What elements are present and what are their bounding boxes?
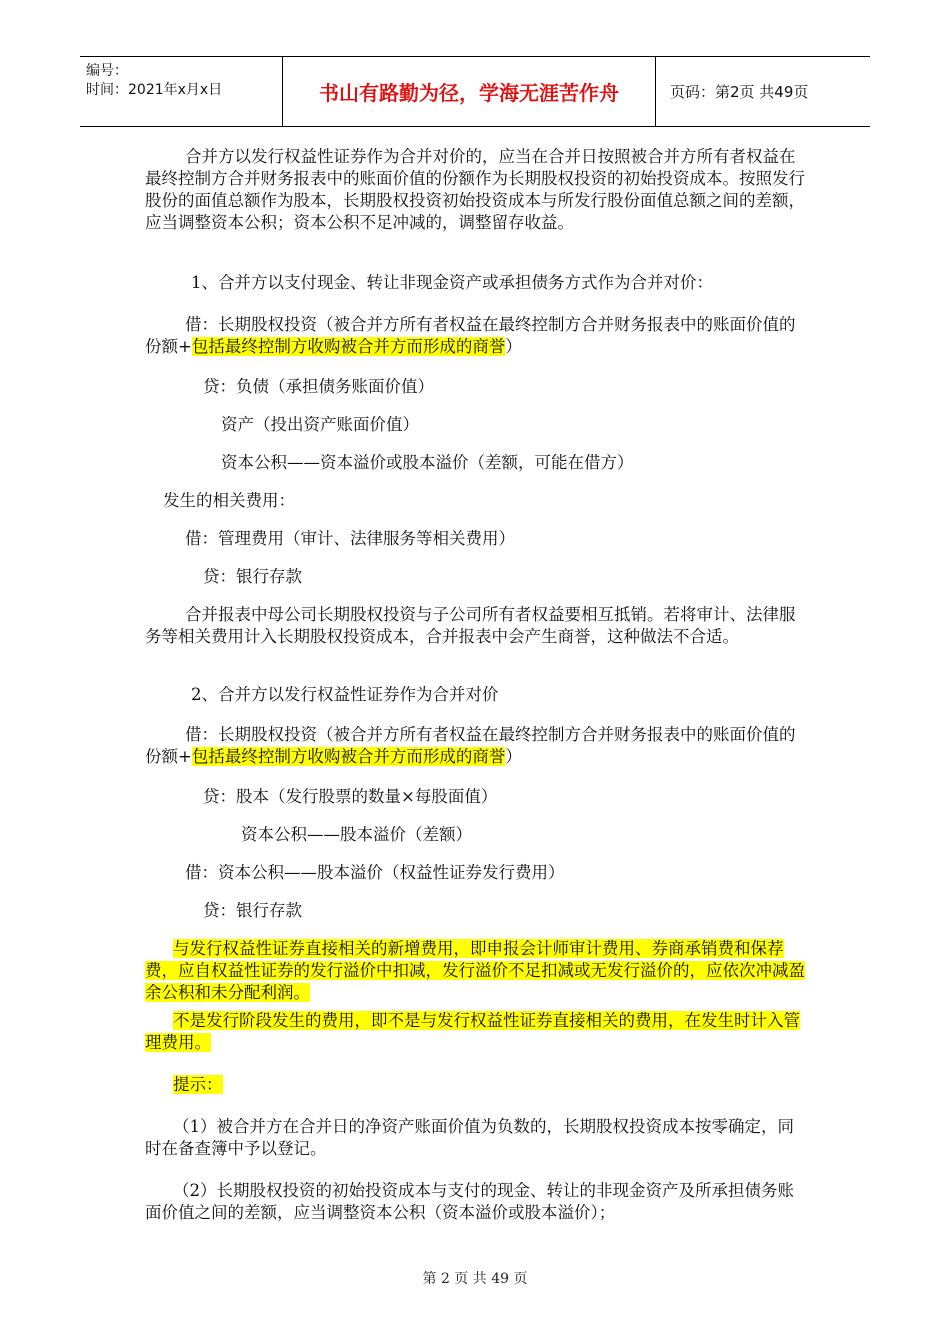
paragraph [145, 862, 805, 884]
paragraph [145, 146, 805, 234]
paragraph [145, 528, 805, 550]
paragraph [145, 786, 805, 808]
highlighted-text: 不是发行阶段发生的费用，即不是与发行权益性证券直接相关的费用，在发生时计入管理费用。 [145, 1011, 800, 1052]
paragraph-text: 贷：银行存款 [203, 901, 302, 920]
highlighted-text: 提示： [173, 1075, 223, 1094]
paragraph [145, 1010, 805, 1054]
paragraph-text: 资本公积——资本溢价或股本溢价（差额，可能在借方） [221, 453, 634, 472]
paragraph [145, 1180, 805, 1224]
paragraph-tail: ） [505, 747, 522, 766]
header-meta [80, 57, 283, 126]
paragraph [145, 452, 805, 474]
date-label: 时间：2021年x月x日 [86, 82, 223, 98]
highlighted-text: 包括最终控制方收购被合并方而形成的商誉 [191, 337, 506, 356]
paragraph [145, 604, 805, 648]
paragraph-text: 贷：银行存款 [203, 567, 302, 586]
paragraph [145, 900, 805, 922]
paragraph [145, 566, 805, 588]
paragraph [145, 1116, 805, 1160]
header-page-info: 页码：第2页 共49页 [670, 83, 809, 101]
paragraph-tail: ） [505, 337, 522, 356]
paragraph-text: （1）被合并方在合并日的净资产账面价值为负数的，长期股权投资成本按零确定，同时在备查簿中予以登记。 [145, 1117, 794, 1158]
highlighted-text: 与发行权益性证券直接相关的新增费用，即申报会计师审计费用、券商承销费和保荐费，应自权益性证券的发行溢价中扣减，发行溢价不足扣减或无发行溢价的，应依次冲减盈余公积和未分配利润。 [145, 939, 805, 1002]
header-motto: 书山有路勤为径，学海无涯苦作舟 [283, 57, 656, 126]
paragraph-text: 合并方以发行权益性证券作为合并对价的，应当在合并日按照被合并方所有者权益在最终控制方合并财务报表中的账面价值的份额作为长期股权投资的初始投资成本。按照发行股份的面值总额作为股本，长期股权投资初始投资成本与所发行股份面值总额之间的差额，应当调整资本公积；资本公积不足冲减的，调整留存收益。 [145, 147, 805, 232]
paragraph [145, 724, 805, 768]
paragraph-text: 资产（投出资产账面价值） [221, 415, 419, 434]
paragraph-text: 贷：股本（发行股票的数量×每股面值） [203, 787, 498, 806]
paragraph-text: 借：长期股权投资（被合并方所有者权益在最终控制方合并财务报表中的账面价值的份额+ [145, 315, 796, 356]
paragraph [145, 824, 805, 846]
highlighted-text: 包括最终控制方收购被合并方而形成的商誉 [191, 747, 506, 766]
paragraph-text: 资本公积——股本溢价（差额） [241, 825, 472, 844]
paragraph [145, 1074, 805, 1096]
paragraph [145, 490, 805, 512]
paragraph [145, 376, 805, 398]
paragraph [145, 314, 805, 358]
paragraph-text: 借：资本公积——股本溢价（权益性证券发行费用） [185, 863, 565, 882]
paragraph-text: 2、合并方以发行权益性证券作为合并对价 [191, 685, 499, 704]
paragraph-text: 1、合并方以支付现金、转让非现金资产或承担债务方式作为合并对价： [191, 273, 713, 292]
paragraph-text: （2）长期股权投资的初始投资成本与支付的现金、转让的非现金资产及所承担债务账面价值之间的差额，应当调整资本公积（资本溢价或股本溢价）； [145, 1181, 794, 1222]
page-header [80, 56, 870, 127]
paragraph-text: 贷：负债（承担债务账面价值） [203, 377, 434, 396]
paragraph [145, 272, 805, 294]
paragraph-text: 借：长期股权投资（被合并方所有者权益在最终控制方合并财务报表中的账面价值的份额+ [145, 725, 796, 766]
paragraph-text: 发生的相关费用： [163, 491, 295, 510]
paragraph [145, 684, 805, 706]
paragraph [145, 938, 805, 1004]
paragraph-text: 合并报表中母公司长期股权投资与子公司所有者权益要相互抵销。若将审计、法律服务等相关费用计入长期股权投资成本，合并报表中会产生商誉，这种做法不合适。 [145, 605, 796, 646]
number-label: 编号： [86, 63, 128, 79]
page-footer: 第 2 页 共 49 页 [422, 1271, 528, 1287]
paragraph [145, 414, 805, 436]
paragraph-text: 借：管理费用（审计、法律服务等相关费用） [185, 529, 515, 548]
